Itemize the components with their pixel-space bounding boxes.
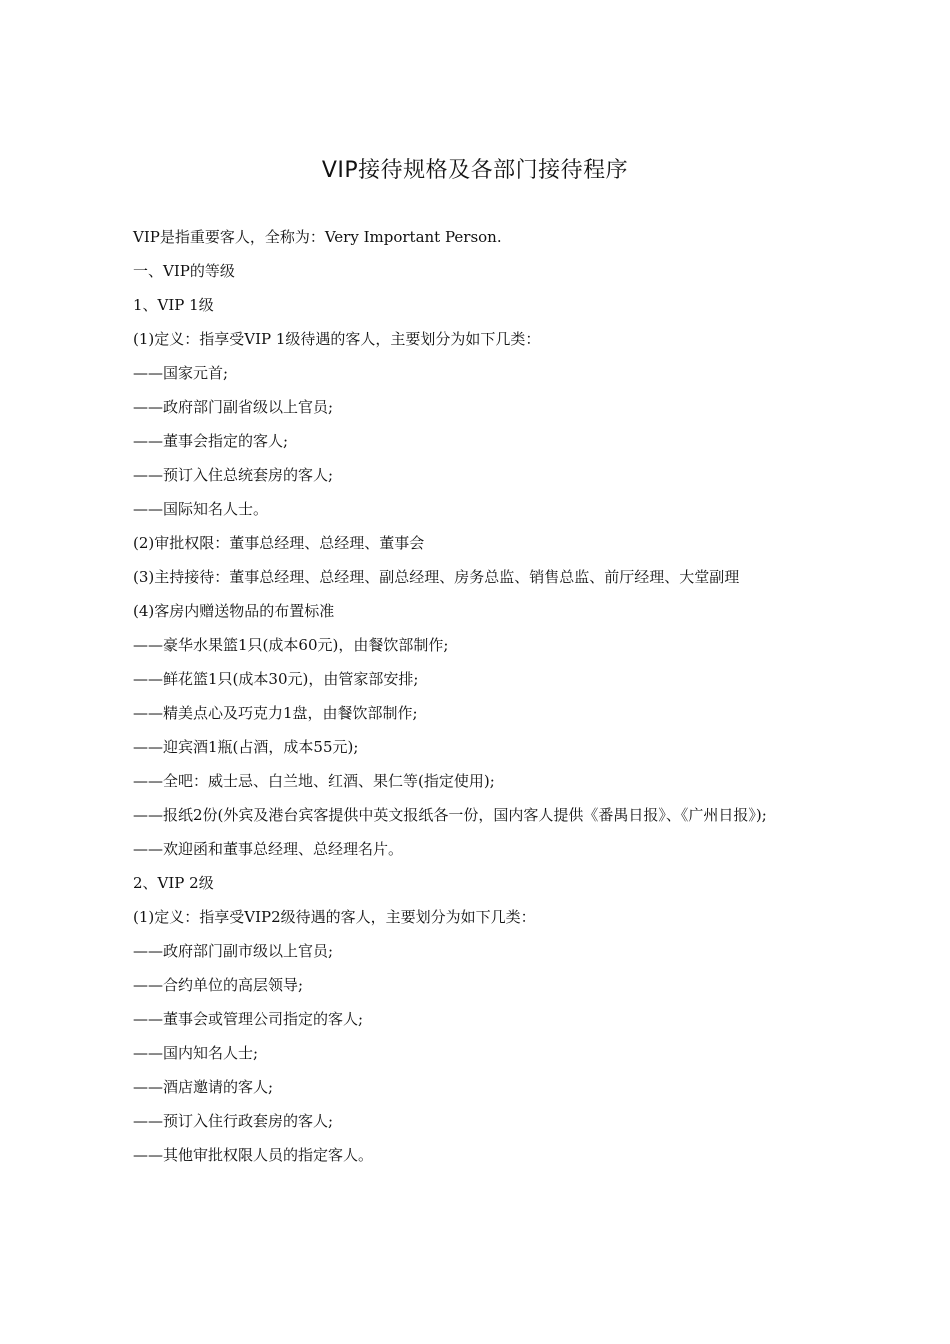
list-item: ——酒店邀请的客人; xyxy=(133,1078,274,1096)
list-item: ——豪华水果篮1只(成本60元)，由餐饮部制作; xyxy=(133,636,449,654)
paragraph-vip2-definition: (1)定义：指享受VIP2级待遇的客人，主要划分为如下几类： xyxy=(133,908,536,926)
subsection-heading-vip2: 2、VIP 2级 xyxy=(133,874,214,892)
paragraph-vip1-definition: (1)定义：指享受VIP 1级待遇的客人，主要划分为如下几类： xyxy=(133,330,541,348)
list-item: ——报纸2份(外宾及港台宾客提供中英文报纸各一份，国内客人提供《番禺日报》、《广州日报》); xyxy=(133,806,767,824)
document-body xyxy=(100,220,830,1172)
paragraph-approval-authority: (2)审批权限：董事总经理、总经理、董事会 xyxy=(133,534,425,552)
list-item: ——国际知名人士。 xyxy=(133,500,269,518)
document-title: VIP接待规格及各部门接待程序 xyxy=(321,158,629,183)
paragraph-host-reception: (3)主持接待：董事总经理、总经理、副总经理、房务总监、销售总监、前厅经理、大堂副理 xyxy=(133,568,740,586)
subsection-heading-vip1: 1、VIP 1级 xyxy=(133,296,214,314)
section-heading-vip-levels: 一、VIP的等级 xyxy=(133,262,235,280)
list-item: ——预订入住总统套房的客人; xyxy=(133,466,334,484)
list-item: ——迎宾酒1瓶(占酒，成本55元); xyxy=(133,738,359,756)
list-item: ——董事会或管理公司指定的客人; xyxy=(133,1010,364,1028)
list-item: ——预订入住行政套房的客人; xyxy=(133,1112,334,1130)
paragraph-vip-definition: VIP是指重要客人，全称为：Very Important Person. xyxy=(133,228,502,246)
list-item: ——政府部门副省级以上官员; xyxy=(133,398,334,416)
list-item: ——其他审批权限人员的指定客人。 xyxy=(133,1146,374,1164)
list-item: ——欢迎函和董事总经理、总经理名片。 xyxy=(133,840,404,858)
list-item: ——全吧：威士忌、白兰地、红酒、果仁等(指定使用); xyxy=(133,772,495,790)
list-item: ——国家元首; xyxy=(133,364,229,382)
list-item: ——董事会指定的客人; xyxy=(133,432,289,450)
list-item: ——精美点心及巧克力1盘，由餐饮部制作; xyxy=(133,704,418,722)
paragraph-room-gift-standard: (4)客房内赠送物品的布置标准 xyxy=(133,602,335,620)
list-item: ——合约单位的高层领导; xyxy=(133,976,304,994)
list-item: ——鲜花篮1只(成本30元)，由管家部安排; xyxy=(133,670,419,688)
list-item: ——政府部门副市级以上官员; xyxy=(133,942,334,960)
list-item: ——国内知名人士; xyxy=(133,1044,259,1062)
